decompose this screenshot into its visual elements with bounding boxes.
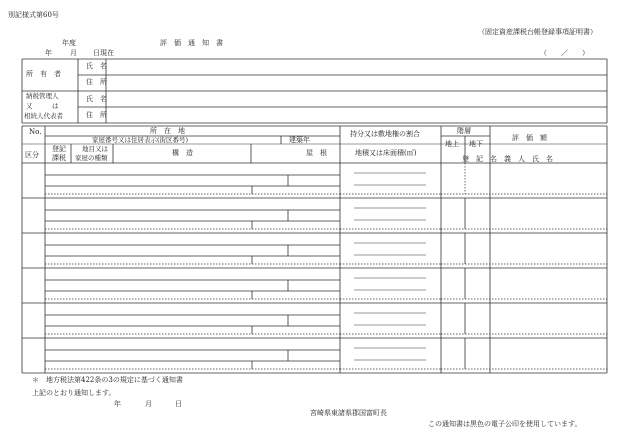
col-valuation: 評 価 額 [512,134,547,142]
year-label: 年度 [62,39,76,47]
col-roof: 屋 根 [306,149,327,157]
col-structure: 構 造 [172,149,193,157]
col-category: 区分 [25,151,39,159]
col-land-type-1: 地目又は [82,145,108,153]
manager-address-label: 住 所 [86,111,107,119]
col-floors: 階層 [457,127,471,135]
footer-date-year: 年 [114,400,121,408]
certificate-note: （固定資産課税台帳登録事項証明書） [478,28,597,36]
manager-label-1: 納税管理人 [26,92,59,100]
owner-block-lines [22,59,607,123]
col-area: 地積又は床面積(㎡) [355,149,417,157]
notify-text: 上記のとおり通知します。 [32,389,116,397]
col-no: No. [29,128,42,136]
page-title: 評 価 通 知 書 [160,39,223,47]
form-number: 別記様式第60号 [8,11,59,19]
owner-address-label: 住 所 [86,78,107,86]
owner-name-label: 氏 名 [86,62,107,70]
date-year: 年 [45,49,52,57]
col-registered-2: 課税 [52,154,66,162]
date-as-of: 日現在 [93,49,114,57]
owner-label: 所 有 者 [26,70,61,78]
col-share-ratio: 持分又は敷地権の割合 [350,130,420,138]
col-below-ground: 地下 [469,140,483,148]
seal-note: この通知書は黒色の電子公印を使用しています。 [428,420,582,428]
manager-label-2: 又 は [26,102,59,110]
legal-note: ＊ 地方税法第422条の3の規定に基づく通知書 [32,376,183,384]
footer-date-day: 日 [175,400,182,408]
manager-name-label: 氏 名 [86,95,107,103]
page-counter: （ ／ ） [540,49,589,57]
col-build-year: 建築年 [289,136,310,144]
col-registered-1: 登記 [52,145,66,153]
col-land-type-2: 家屋の種類 [75,154,108,162]
col-house-number: 家屋番号又は住居表示(街区番号) [92,136,189,144]
issuer-name: 宮崎県東諸県郡国富町長 [310,409,387,417]
col-registered-name: 登 記 名 義 人 氏 名 [462,155,553,163]
manager-label-3: 相続人代表者 [24,112,63,120]
footer-date-month: 月 [145,400,152,408]
date-month: 月 [70,49,77,57]
table-header-lines [22,126,607,373]
col-location: 所 在 地 [150,127,185,135]
table-body-lines [22,163,607,373]
col-above-ground: 地上 [445,140,459,148]
